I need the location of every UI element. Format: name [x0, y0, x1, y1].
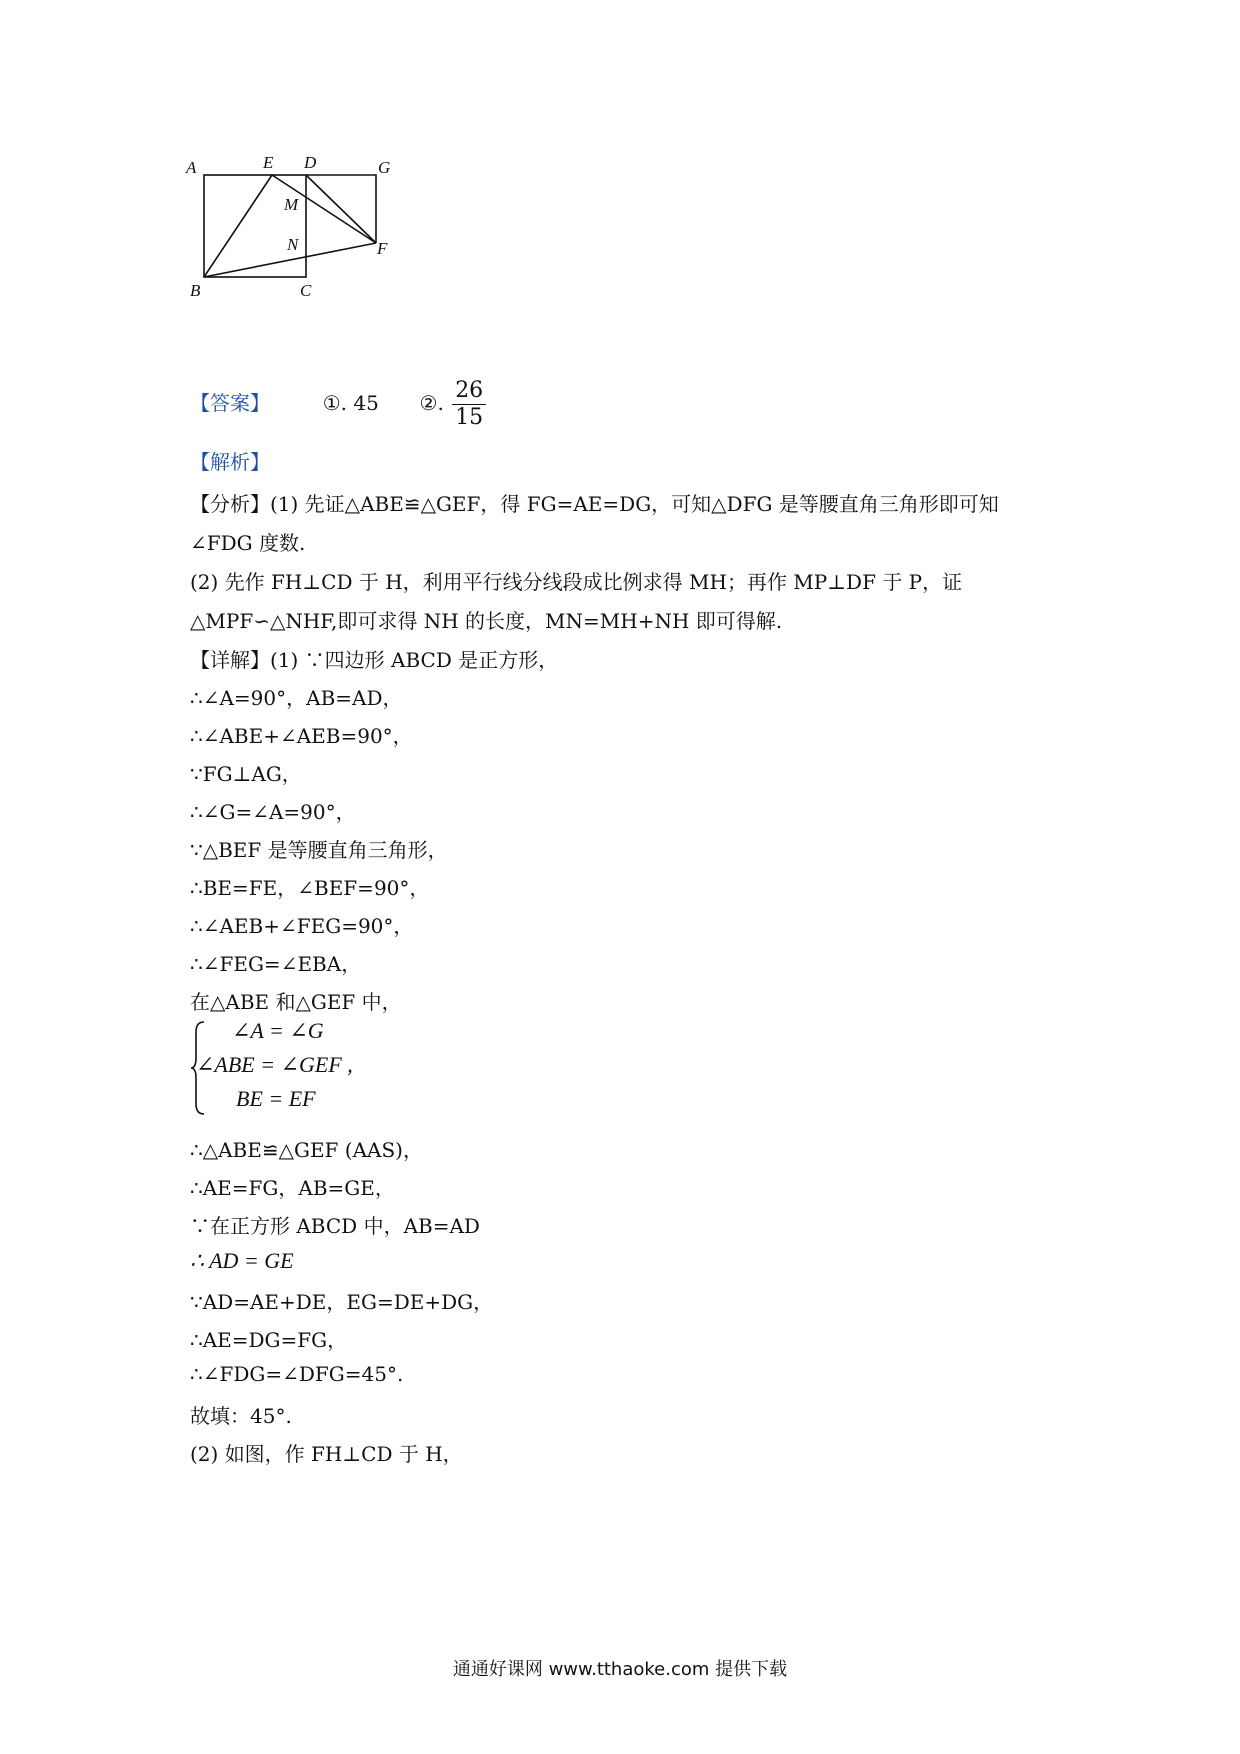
text-line: ∴∠AEB+∠FEG=90°，	[190, 914, 414, 938]
fraction-denominator: 15	[455, 405, 484, 430]
text-line: 【详解】(1) ∵四边形 ABCD 是正方形，	[190, 648, 559, 672]
text-line: ∴∠A=90°，AB=AD，	[190, 686, 403, 710]
label-a: A	[186, 158, 197, 177]
text-line: ∴∠FEG=∠EBA，	[190, 952, 362, 976]
text-line: 故填：45°.	[190, 1404, 292, 1428]
text-line: ∴∠G=∠A=90°，	[190, 800, 356, 824]
label-m: M	[284, 195, 299, 214]
text-line: ∵AD=AE+DE，EG=DE+DG，	[190, 1290, 494, 1314]
system-row: BE = EF	[236, 1086, 316, 1111]
text-line: ∴AE=FG，AB=GE，	[190, 1176, 395, 1200]
text-line: ∵在正方形 ABCD 中，AB=AD	[190, 1214, 480, 1238]
label-d: D	[304, 153, 317, 172]
page-footer: 通通好课网 www.tthaoke.com 提供下载	[452, 1659, 788, 1680]
text-line: ∵FG⊥AG，	[190, 762, 302, 786]
label-c: C	[300, 281, 312, 300]
text-line: △MPF∽△NHF,即可求得 NH 的长度，MN=MH+NH 即可得解.	[190, 609, 783, 633]
label-n: N	[287, 235, 299, 254]
text-line: ∴BE=FE，∠BEF=90°，	[190, 876, 430, 900]
text-line: ∴AE=DG=FG，	[190, 1328, 348, 1352]
segment-be	[204, 175, 272, 277]
square-abcd	[204, 175, 306, 277]
text-line: ∵△BEF 是等腰直角三角形，	[190, 838, 448, 862]
label-b: B	[190, 281, 201, 300]
answer-tag: 【答案】	[190, 391, 270, 415]
fraction-numerator: 26	[452, 378, 486, 405]
text-line: ∴∠ABE+∠AEB=90°，	[190, 724, 413, 748]
label-g: G	[378, 158, 391, 177]
answer-2-prefix: ②.	[419, 391, 444, 415]
text-line: 在△ABE 和△GEF 中，	[190, 990, 402, 1014]
system-row: ∠ABE = ∠GEF ,	[196, 1052, 353, 1077]
answer-1: ①. 45	[322, 391, 379, 415]
text-line: ∴ AD = GE	[190, 1248, 294, 1273]
geometry-figure	[186, 153, 430, 330]
text-line: (2) 如图，作 FH⊥CD 于 H，	[190, 1442, 463, 1466]
answer-line	[190, 378, 486, 431]
equation-system	[190, 1018, 490, 1118]
analysis-tag: 【解析】	[190, 450, 270, 474]
text-line: 【分析】(1) 先证△ABE≌△GEF，得 FG=AE=DG，可知△DFG 是等腰直角三角形即可知	[190, 492, 999, 516]
text-line: ∠FDG 度数.	[190, 531, 306, 555]
answer-2-fraction	[452, 378, 486, 431]
label-f: F	[377, 239, 388, 258]
text-line: ∴∠FDG=∠DFG=45°.	[190, 1362, 404, 1386]
label-e: E	[263, 153, 274, 172]
segment-df	[306, 175, 376, 243]
text-line: (2) 先作 FH⊥CD 于 H，利用平行线分线段成比例求得 MH；再作 MP⊥DF 于 P，证	[190, 570, 963, 594]
text-line: ∴△ABE≌△GEF (AAS)，	[190, 1138, 423, 1162]
system-row: ∠A = ∠G	[232, 1018, 324, 1043]
